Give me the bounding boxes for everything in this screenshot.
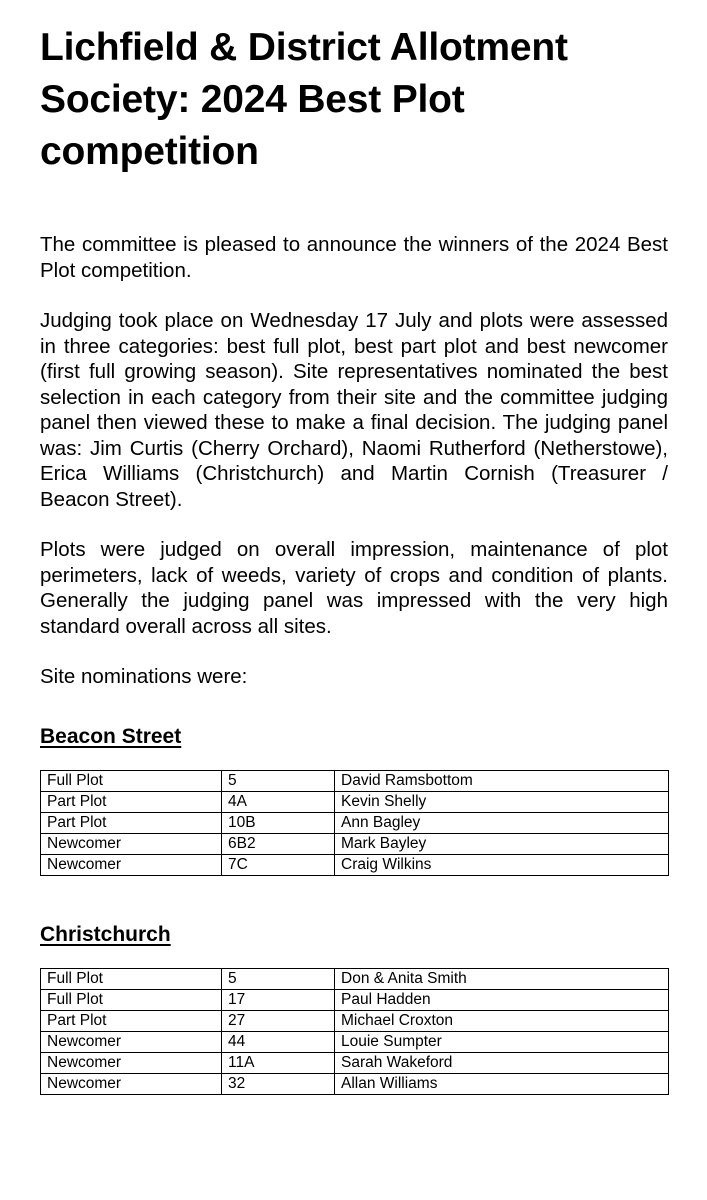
- category-cell: Full Plot: [41, 989, 222, 1010]
- table-row: [41, 1010, 669, 1031]
- name-cell: Allan Williams: [335, 1073, 669, 1094]
- plot-cell: 27: [222, 1010, 335, 1031]
- nominations-intro: Site nominations were:: [40, 665, 248, 688]
- table-row: [41, 770, 669, 791]
- criteria-paragraph: Plots were judged on overall impression, maintenance of plot perimeters, lack of weeds, variety of crops and condition of plants. Generally the judging panel was impressed with the very high standard overall across all sites.: [40, 538, 668, 638]
- category-cell: Newcomer: [41, 1052, 222, 1073]
- plot-cell: 5: [222, 770, 335, 791]
- christchurch-table: [40, 968, 669, 1095]
- name-cell: Sarah Wakeford: [335, 1052, 669, 1073]
- name-cell: Craig Wilkins: [335, 854, 669, 875]
- name-cell: Mark Bayley: [335, 833, 669, 854]
- table-row: [41, 812, 669, 833]
- table-row: [41, 989, 669, 1010]
- category-cell: Full Plot: [41, 968, 222, 989]
- table-row: [41, 791, 669, 812]
- category-cell: Newcomer: [41, 1073, 222, 1094]
- category-cell: Full Plot: [41, 770, 222, 791]
- table-row: [41, 1073, 669, 1094]
- table-row: [41, 854, 669, 875]
- site-heading-beacon-street: Beacon Street: [40, 724, 182, 748]
- name-cell: David Ramsbottom: [335, 770, 669, 791]
- name-cell: Kevin Shelly: [335, 791, 669, 812]
- category-cell: Part Plot: [41, 791, 222, 812]
- plot-cell: 5: [222, 968, 335, 989]
- name-cell: Ann Bagley: [335, 812, 669, 833]
- page-title: Lichfield & District Allotment Society: 2024 Best Plot competition: [40, 26, 568, 173]
- plot-cell: 7C: [222, 854, 335, 875]
- category-cell: Part Plot: [41, 812, 222, 833]
- plot-cell: 10B: [222, 812, 335, 833]
- plot-cell: 6B2: [222, 833, 335, 854]
- category-cell: Newcomer: [41, 1031, 222, 1052]
- category-cell: Newcomer: [41, 854, 222, 875]
- site-heading-christchurch: Christchurch: [40, 922, 171, 946]
- plot-cell: 11A: [222, 1052, 335, 1073]
- plot-cell: 44: [222, 1031, 335, 1052]
- category-cell: Newcomer: [41, 833, 222, 854]
- beacon-street-table: [40, 770, 669, 876]
- name-cell: Louie Sumpter: [335, 1031, 669, 1052]
- judging-paragraph: Judging took place on Wednesday 17 July and plots were assessed in three categories: best full plot, best part plot and best newcomer (first full growing season). Site representatives nominated the best selection in each category from their site and the committee judging panel then viewed these to make a final decision. The judging panel was: Jim Curtis (Cherry Orchard), Naomi Rutherford (Netherstowe), Erica Williams (Christchurch) and Martin Cornish (Treasurer / Beacon Street).: [40, 309, 668, 511]
- name-cell: Michael Croxton: [335, 1010, 669, 1031]
- plot-cell: 17: [222, 989, 335, 1010]
- document: [40, 22, 668, 1095]
- intro-paragraph: The committee is pleased to announce the winners of the 2024 Best Plot competition.: [40, 233, 668, 282]
- table-row: [41, 833, 669, 854]
- name-cell: Don & Anita Smith: [335, 968, 669, 989]
- plot-cell: 32: [222, 1073, 335, 1094]
- category-cell: Part Plot: [41, 1010, 222, 1031]
- plot-cell: 4A: [222, 791, 335, 812]
- table-row: [41, 1031, 669, 1052]
- table-row: [41, 1052, 669, 1073]
- name-cell: Paul Hadden: [335, 989, 669, 1010]
- table-row: [41, 968, 669, 989]
